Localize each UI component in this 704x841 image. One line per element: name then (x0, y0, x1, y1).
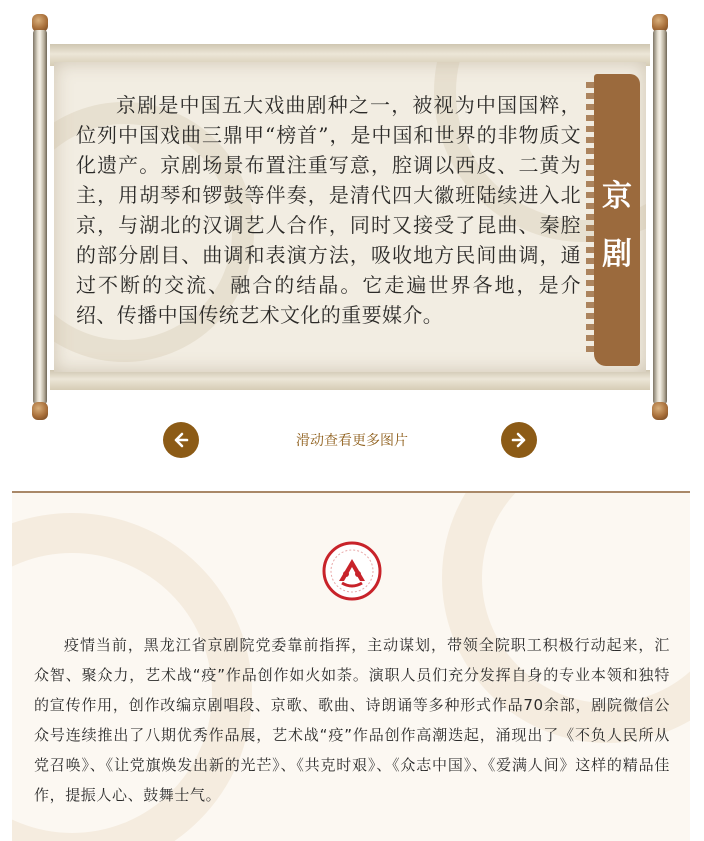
scroll-right-rod (650, 14, 670, 420)
scroll-title (602, 168, 632, 284)
prev-image-button[interactable] (163, 422, 199, 458)
next-image-button[interactable] (501, 422, 537, 458)
scroll-title-char: 京 (602, 179, 632, 214)
theatre-logo-icon (322, 541, 382, 601)
scroll-title-char: 剧 (602, 237, 632, 272)
scroll-bottom-band (50, 370, 650, 390)
arrow-left-icon (171, 430, 191, 450)
scroll-left-rod (30, 14, 50, 420)
scroll-banner (30, 14, 670, 420)
scroll-title-strip (586, 62, 646, 372)
scroll-text: 京剧是中国五大戏曲剧种之一，被视为中国国粹，位列中国戏曲三鼎甲“榜首”，是中国和世界的非物质文化遗产。京剧场景布置注重写意，腔调以西皮、二黄为主，用胡琴和锣鼓等伴奏，是清代四大徽班陆续进入北京，与湖北的汉调艺人合作，同时又接受了昆曲、秦腔的部分剧目、曲调和表演方法，吸收地方民间曲调，通过不断的交流、融合的结晶。它走遍世界各地，是介绍、传播中国传统艺术文化的重要媒介。 (76, 93, 581, 327)
article-section (12, 493, 690, 841)
arrow-right-icon (509, 430, 529, 450)
article-paragraph: 疫情当前，黑龙江省京剧院党委靠前指挥，主动谋划，带领全院职工积极行动起来，汇众智、聚众力，艺术战“疫”作品创作如火如荼。演职人员们充分发挥自身的专业本领和独特的宣传作用，创作改编京剧唱段、京歌、歌曲、诗朗诵等多种形式作品70余部，剧院微信公众号连续推出了八期优秀作品展，艺术战“疫”作品创作高潮迭起，涌现出了《不负人民所从党召唤》、《让党旗焕发出新的光芒》、《共克时艰》、《众志中国》、《爱满人间》这样的精品佳作，提振人心、鼓舞士气。 (34, 636, 670, 804)
scroll-paper[interactable] (54, 62, 646, 372)
swipe-hint: 滑动查看更多图片 (296, 433, 408, 449)
